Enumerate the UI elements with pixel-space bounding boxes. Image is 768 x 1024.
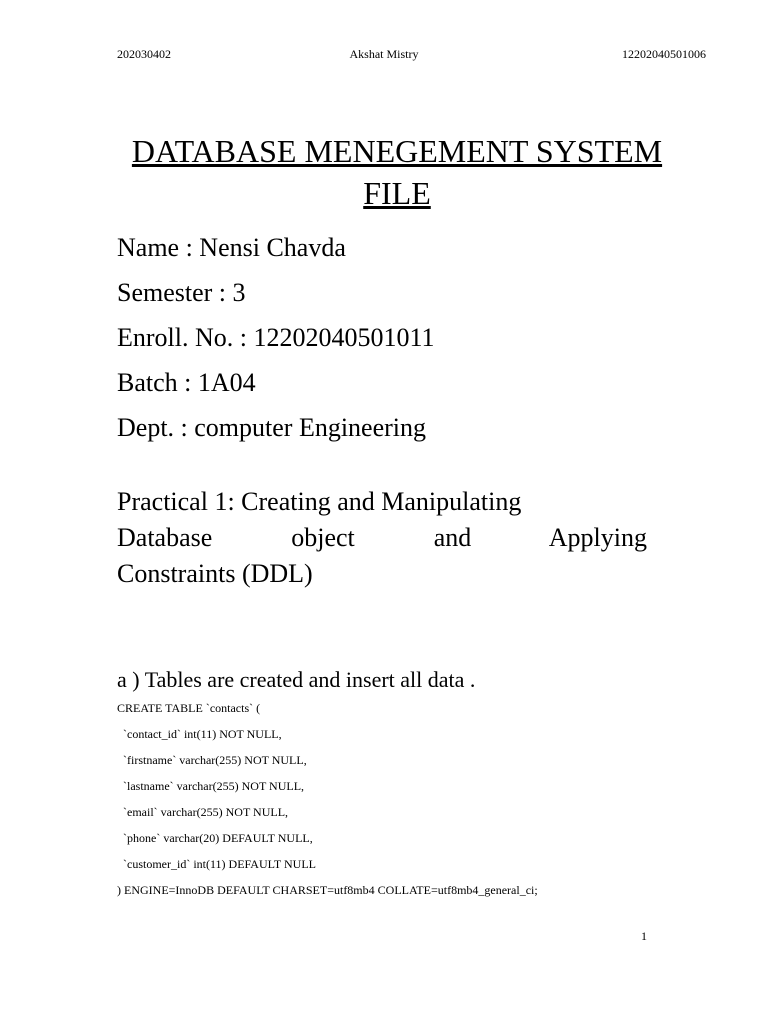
practical-heading (117, 484, 647, 592)
page-title (117, 130, 677, 214)
student-batch: Batch : 1A04 (117, 368, 256, 397)
practical-line-2: Database object and Applying (117, 523, 647, 552)
code-line: `phone` varchar(20) DEFAULT NULL, (123, 831, 313, 845)
code-line: `customer_id` int(11) DEFAULT NULL (123, 857, 316, 871)
student-department: Dept. : computer Engineering (117, 413, 427, 442)
code-line: `firstname` varchar(255) NOT NULL, (123, 753, 307, 767)
code-line: CREATE TABLE `contacts` ( (117, 701, 261, 715)
header-left-id: 202030402 (117, 47, 171, 61)
section-a-heading: a ) Tables are created and insert all data . (117, 667, 476, 692)
practical-line-1: Practical 1: Creating and Manipulating (117, 487, 522, 516)
header-author: Akshat Mistry (349, 47, 419, 61)
code-line: ) ENGINE=InnoDB DEFAULT CHARSET=utf8mb4 COLLATE=utf8mb4_general_ci; (117, 883, 538, 897)
code-line: `contact_id` int(11) NOT NULL, (123, 727, 282, 741)
sql-code-block (117, 695, 538, 903)
header-right-enrollment: 12202040501006 (622, 47, 706, 61)
student-name: Name : Nensi Chavda (117, 233, 346, 262)
student-enrollment: Enroll. No. : 12202040501011 (117, 323, 435, 352)
title-line-1: DATABASE MENEGEMENT SYSTEM (131, 133, 663, 169)
code-line: `lastname` varchar(255) NOT NULL, (123, 779, 305, 793)
title-line-2: FILE (363, 175, 431, 211)
page-number: 1 (641, 929, 647, 943)
code-line: `email` varchar(255) NOT NULL, (123, 805, 289, 819)
practical-line-3: Constraints (DDL) (117, 559, 313, 588)
student-semester: Semester : 3 (117, 278, 246, 307)
